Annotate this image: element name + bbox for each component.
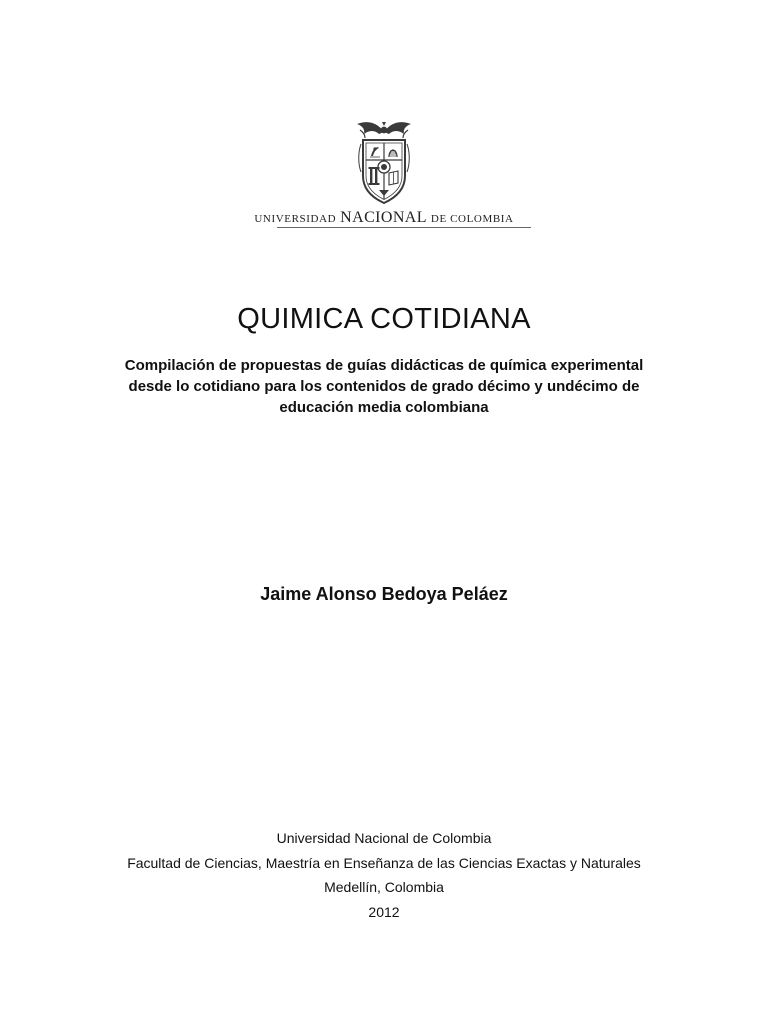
university-logo-wordmark bbox=[0, 210, 768, 227]
document-title: QUIMICA COTIDIANA bbox=[237, 303, 531, 335]
university-logo bbox=[0, 118, 768, 206]
footer-city: Medellín, Colombia bbox=[324, 879, 444, 895]
subtitle-line: educación media colombiana bbox=[279, 399, 489, 416]
footer-faculty: Facultad de Ciencias, Maestría en Enseñanza de las Ciencias Exactas y Naturales bbox=[127, 854, 641, 871]
document-subtitle bbox=[120, 355, 648, 418]
logo-word-universidad: UNIVERSIDAD bbox=[254, 213, 337, 225]
subtitle-line: Compilación de propuestas de guías didácticas de química experimental bbox=[124, 357, 644, 374]
institution-footer bbox=[0, 826, 768, 924]
subtitle-line: desde lo cotidiano para los contenidos de grado décimo y undécimo de bbox=[128, 378, 640, 395]
author-name: Jaime Alonso Bedoya Peláez bbox=[260, 584, 508, 604]
footer-institution: Universidad Nacional de Colombia bbox=[276, 830, 492, 846]
university-seal-icon bbox=[351, 118, 417, 206]
logo-divider bbox=[277, 227, 531, 228]
logo-word-de-colombia: DE COLOMBIA bbox=[430, 213, 514, 225]
logo-word-nacional: NACIONAL bbox=[340, 209, 427, 226]
footer-year: 2012 bbox=[368, 903, 400, 920]
